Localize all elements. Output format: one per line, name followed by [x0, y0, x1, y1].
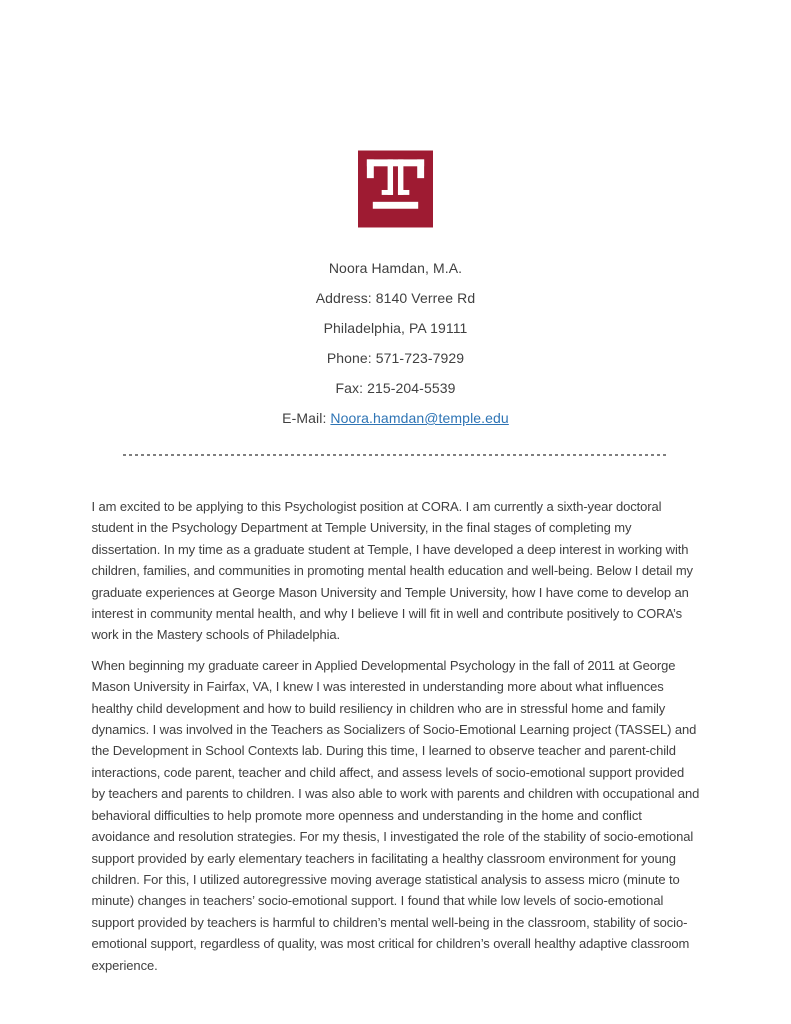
contact-city: Philadelphia, PA 19111 — [323, 320, 468, 336]
contact-phone: Phone: 571-723-7929 — [326, 350, 465, 366]
email-link[interactable]: Noora.hamdan@temple.edu — [330, 410, 509, 426]
temple-university-logo-icon — [358, 150, 433, 228]
contact-fax: Fax: 215-204-5539 — [335, 380, 456, 396]
body-paragraph: I am excited to be applying to this Psychologist position at CORA. I am currently a sixth-year doctoral student in the Psychology Department at Temple University, in the final stages of completing my dissertation. In my time as a graduate student at Temple, I have developed a deep interest in working with children, families, and communities in promoting mental health education and well-being. Below I detail my graduate experiences at George Mason University and Temple University, how I have come to develop an interest in community mental health, and why I believe I will fit in well and contribute positively to CORA’s work in the Mastery schools of Philadelphia. — [91, 499, 693, 643]
contact-email-label: E-Mail: — [282, 410, 331, 426]
contact-address: Address: 8140 Verree Rd — [315, 290, 476, 306]
contact-email-line — [0, 410, 791, 427]
section-divider — [123, 454, 668, 456]
letter-body — [92, 496, 700, 976]
body-paragraph: When beginning my graduate career in Applied Developmental Psychology in the fall of 2011 at George Mason University in Fairfax, VA, I knew I was interested in understanding more about what influences healthy child development and how to build resiliency in children who are in stressful home and family dynamics. I was involved in the Teachers as Socializers of Socio-Emotional Learning project (TASSEL) and the Development in School Contexts lab. During this time, I learned to observe teacher and parent-child interactions, code parent, teacher and child affect, and assess levels of socio-emotional support provided by teachers and parents to children. I was also able to work with parents and children with occupational and behavioral difficulties to help promote more openness and understanding in the home and conflict avoidance and resolution strategies. For my thesis, I investigated the role of the stability of socio-emotional support provided by early elementary teachers in facilitating a healthy classroom environment for young children. For this, I utilized autoregressive moving average statistical analysis to assess micro (minute to minute) changes in teachers’ socio-emotional support. I found that while low levels of socio-emotional support provided by teachers is harmful to children’s mental well-being in the classroom, stability of socio-emotional support, regardless of quality, was most critical for children’s overall healthy adaptive classroom experience. — [91, 657, 700, 973]
contact-name: Noora Hamdan, M.A. — [328, 260, 463, 276]
contact-block — [0, 260, 791, 427]
